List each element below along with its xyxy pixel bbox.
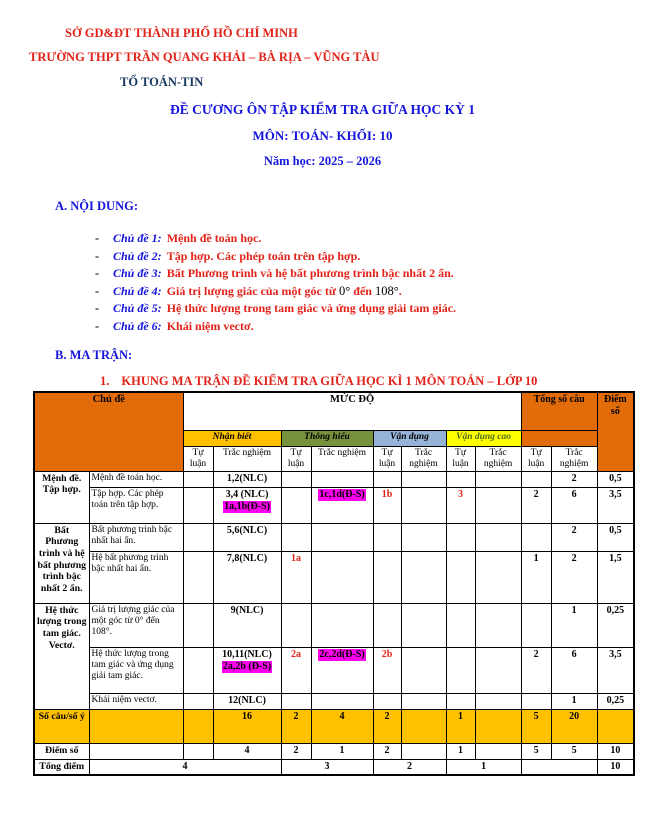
row-menh-de-toan-hoc	[34, 471, 634, 487]
section-b-heading: B. MA TRẬN:	[55, 348, 133, 362]
th-tl-cell: 1a	[281, 551, 311, 603]
topic-cell: Bất phương trình bậc nhất hai ẩn.	[89, 523, 183, 551]
group-he-thuc-luong: Hệ thức lượng trong tam giác. Vectơ.	[34, 603, 89, 709]
score-cell: 10	[597, 759, 634, 774]
total-tn-cell: 2	[551, 523, 597, 551]
score-cell: 3,5	[597, 487, 634, 523]
highlight-chip: 1c,1d(Đ-S)	[319, 488, 365, 500]
angle-value-0: 0°	[339, 283, 351, 298]
topic-cell: Mệnh đề toán học.	[89, 471, 183, 487]
level-van-dung: Vận dụng	[373, 430, 446, 446]
topic-cell: Hệ bất phương trình bậc nhất hai ẩn.	[89, 551, 183, 603]
highlight-chip: 2c,2d(Đ-S)	[319, 648, 365, 660]
angle-value-108: 108°	[374, 283, 399, 298]
row-tong-diem	[34, 759, 634, 774]
th-tn-cell	[311, 487, 373, 523]
topic-mid: đến	[145, 616, 160, 627]
nb-total-cell: 4	[89, 759, 281, 774]
vdc-tl-cell: 1	[446, 743, 475, 759]
exam-matrix-table	[33, 391, 635, 776]
topic-item-5	[95, 300, 645, 318]
nb-tn-line1: 3,4 (NLC)	[225, 488, 269, 500]
level-nhan-biet: Nhận biết	[183, 430, 281, 446]
score-cell: 0,25	[597, 603, 634, 647]
nb-tn-cell: 4	[213, 743, 281, 759]
document-title: ĐỀ CƯƠNG ÔN TẬP KIỂM TRA GIỮA HỌC KỲ 1	[170, 102, 475, 117]
vdc-total-cell: 1	[446, 759, 521, 774]
angle-value-0: 0°	[134, 616, 144, 627]
topic-text: Mệnh đề toán học.	[166, 231, 262, 245]
th-tl-cell: 2a	[281, 647, 311, 693]
row-label: Tổng điểm	[34, 759, 89, 774]
vd-tl-cell: 2	[373, 709, 401, 743]
bullet-dash: -	[95, 266, 99, 280]
nb-tn-line1: 10,11(NLC)	[222, 648, 272, 660]
score-cell: 3,5	[597, 647, 634, 693]
vd-tl-cell: 2	[373, 743, 401, 759]
total-tl-cell: 1	[521, 551, 551, 603]
topic-item-3	[95, 265, 645, 283]
topic-label: Chủ đề 3:	[113, 266, 162, 280]
topic-post: .	[109, 627, 112, 638]
col-vd-trac-nghiem: Trắc nghiệm	[401, 446, 446, 471]
nb-tn-cell: 5,6(NLC)	[213, 523, 281, 551]
th-tl-cell: 2	[281, 709, 311, 743]
header-row-1	[34, 392, 634, 430]
topic-label: Chủ đề 1:	[113, 231, 162, 245]
topic-text-mid: đến	[353, 283, 372, 298]
bullet-dash: -	[95, 231, 99, 245]
row-bpt-bac-nhat	[34, 523, 634, 551]
vdc-tl-cell: 1	[446, 709, 475, 743]
topic-text-pre: Giá trị lượng giác của một góc từ	[166, 283, 337, 298]
caption-number: 1.	[100, 374, 110, 388]
row-khai-niem-vecto	[34, 693, 634, 709]
total-tn-cell: 1	[551, 693, 597, 709]
total-tl-cell: 5	[521, 709, 551, 743]
topic-text: Tập hợp. Các phép toán trên tập hợp.	[166, 248, 361, 263]
row-diem-so	[34, 743, 634, 759]
topic-text: Hệ thức lượng trong tam giác và ứng dụng giải tam giác.	[166, 301, 457, 315]
score-cell: 0,5	[597, 523, 634, 551]
th-tn-cell: 4	[311, 709, 373, 743]
topic-text: Bất Phương trình và hệ bất phương trình bậc nhất 2 ẩn.	[166, 266, 454, 280]
level-van-dung-cao: Vận dụng cao	[446, 430, 521, 446]
nb-tn-cell: 12(NLC)	[213, 693, 281, 709]
col-vd-tu-luan: Tự luận	[373, 446, 401, 471]
topic-text: Khái niệm vectơ.	[166, 318, 254, 333]
col-tong-tu-luan: Tự luận	[521, 446, 551, 471]
highlight-chip: 1a,1b(Đ-S)	[224, 500, 270, 512]
th-tn-cell: 1	[311, 743, 373, 759]
school-year: Năm học: 2025 – 2026	[263, 154, 382, 168]
topic-label: Chủ đề 2:	[113, 248, 162, 263]
total-tn-cell: 6	[551, 487, 597, 523]
total-tl-cell: 2	[521, 647, 551, 693]
topic-cell: Hệ thức lượng trong tam giác và ứng dụng giải tam giác.	[89, 647, 183, 693]
header-muc-do: MỨC ĐỘ	[183, 392, 521, 430]
col-vdc-trac-nghiem: Trắc nghiệm	[475, 446, 521, 471]
col-nb-tu-luan: Tự luận	[183, 446, 213, 471]
bullet-dash: -	[95, 318, 99, 333]
letterhead-school: TRƯỜNG THPT TRẦN QUANG KHẢI – BÀ RỊA – VŨNG TÀU	[29, 50, 380, 64]
header-filler	[521, 430, 597, 446]
row-label: Điểm số	[34, 743, 89, 759]
total-tn-cell: 2	[551, 471, 597, 487]
header-diem-so: Điểm số	[597, 392, 634, 471]
vd-total-cell: 2	[373, 759, 446, 774]
total-tl-cell: 2	[521, 487, 551, 523]
bullet-dash: -	[95, 248, 99, 263]
header-chu-de: Chủ đề	[34, 392, 183, 471]
total-tn-cell: 2	[551, 551, 597, 603]
row-so-cau	[34, 709, 634, 743]
topic-item-2	[95, 248, 645, 266]
total-tn-cell: 6	[551, 647, 597, 693]
letterhead-department: SỞ GD&ĐT THÀNH PHỐ HỒ CHÍ MINH	[65, 26, 298, 40]
bullet-dash: -	[95, 301, 99, 315]
highlight-chip: 2a,2b (Đ-S)	[222, 660, 272, 672]
col-th-trac-nghiem: Trắc nghiệm	[311, 446, 373, 471]
nb-tn-cell: 16	[213, 709, 281, 743]
bullet-dash: -	[95, 283, 99, 298]
col-vdc-tu-luan: Tự luận	[446, 446, 475, 471]
topic-cell	[89, 603, 183, 647]
col-th-tu-luan: Tự luận	[281, 446, 311, 471]
topic-label: Chủ đề 6:	[113, 318, 162, 333]
col-tong-trac-nghiem: Trắc nghiệm	[551, 446, 597, 471]
topic-cell: Tập hợp. Các phép toán trên tập hợp.	[89, 487, 183, 523]
nb-tn-cell: 1,2(NLC)	[213, 471, 281, 487]
topic-label: Chủ đề 4:	[113, 283, 162, 298]
group-bat-phuong-trinh: Bất Phương trình và hệ bất phương trình bậc nhất 2 ẩn.	[34, 523, 89, 603]
score-cell: 0,25	[597, 693, 634, 709]
table-caption	[100, 374, 645, 389]
topic-cell: Khái niệm vectơ.	[89, 693, 183, 709]
nb-tn-cell: 7,8(NLC)	[213, 551, 281, 603]
total-tn-cell: 5	[551, 743, 597, 759]
vd-tl-cell: 1b	[373, 487, 401, 523]
level-thong-hieu: Thông hiểu	[281, 430, 373, 446]
row-tap-hop	[34, 487, 634, 523]
header-tong-so-cau: Tổng số câu	[521, 392, 597, 430]
row-he-thuc-luong	[34, 647, 634, 693]
total-tn-cell: 1	[551, 603, 597, 647]
caption-text: KHUNG MA TRẬN ĐỀ KIỂM TRA GIỮA HỌC KÌ 1 MÔN TOÁN – LỚP 10	[121, 374, 538, 388]
col-nb-trac-nghiem: Trắc nghiệm	[213, 446, 281, 471]
row-label: Số câu/số ý	[34, 709, 89, 743]
topic-text-post: .	[398, 283, 402, 298]
nb-tn-cell	[213, 487, 281, 523]
vdc-tl-cell: 3	[446, 487, 475, 523]
angle-value-108: 108°	[91, 627, 110, 638]
group-menh-de-tap-hop: Mệnh đề. Tập hợp.	[34, 471, 89, 523]
score-cell: 0,5	[597, 471, 634, 487]
topic-item-6	[95, 318, 645, 336]
topic-pre: Giá trị lượng giác của một góc từ	[91, 604, 175, 627]
topic-item-4	[95, 283, 645, 301]
th-tl-cell: 2	[281, 743, 311, 759]
th-total-cell: 3	[281, 759, 373, 774]
nb-tn-cell	[213, 647, 281, 693]
th-tn-cell	[311, 647, 373, 693]
row-he-bpt	[34, 551, 634, 603]
score-cell: 10	[597, 743, 634, 759]
row-gia-tri-luong-giac	[34, 603, 634, 647]
letterhead-subject-group: TỔ TOÁN-TIN	[120, 75, 204, 89]
score-cell: 1,5	[597, 551, 634, 603]
topic-list	[95, 230, 645, 335]
section-a-heading: A. NỘI DUNG:	[55, 199, 138, 213]
nb-tn-cell: 9(NLC)	[213, 603, 281, 647]
document-subject: MÔN: TOÁN- KHỐI: 10	[252, 128, 393, 143]
topic-label: Chủ đề 5:	[113, 301, 162, 315]
total-tl-cell: 5	[521, 743, 551, 759]
total-tn-cell: 20	[551, 709, 597, 743]
topic-item-1	[95, 230, 645, 248]
vd-tl-cell: 2b	[373, 647, 401, 693]
